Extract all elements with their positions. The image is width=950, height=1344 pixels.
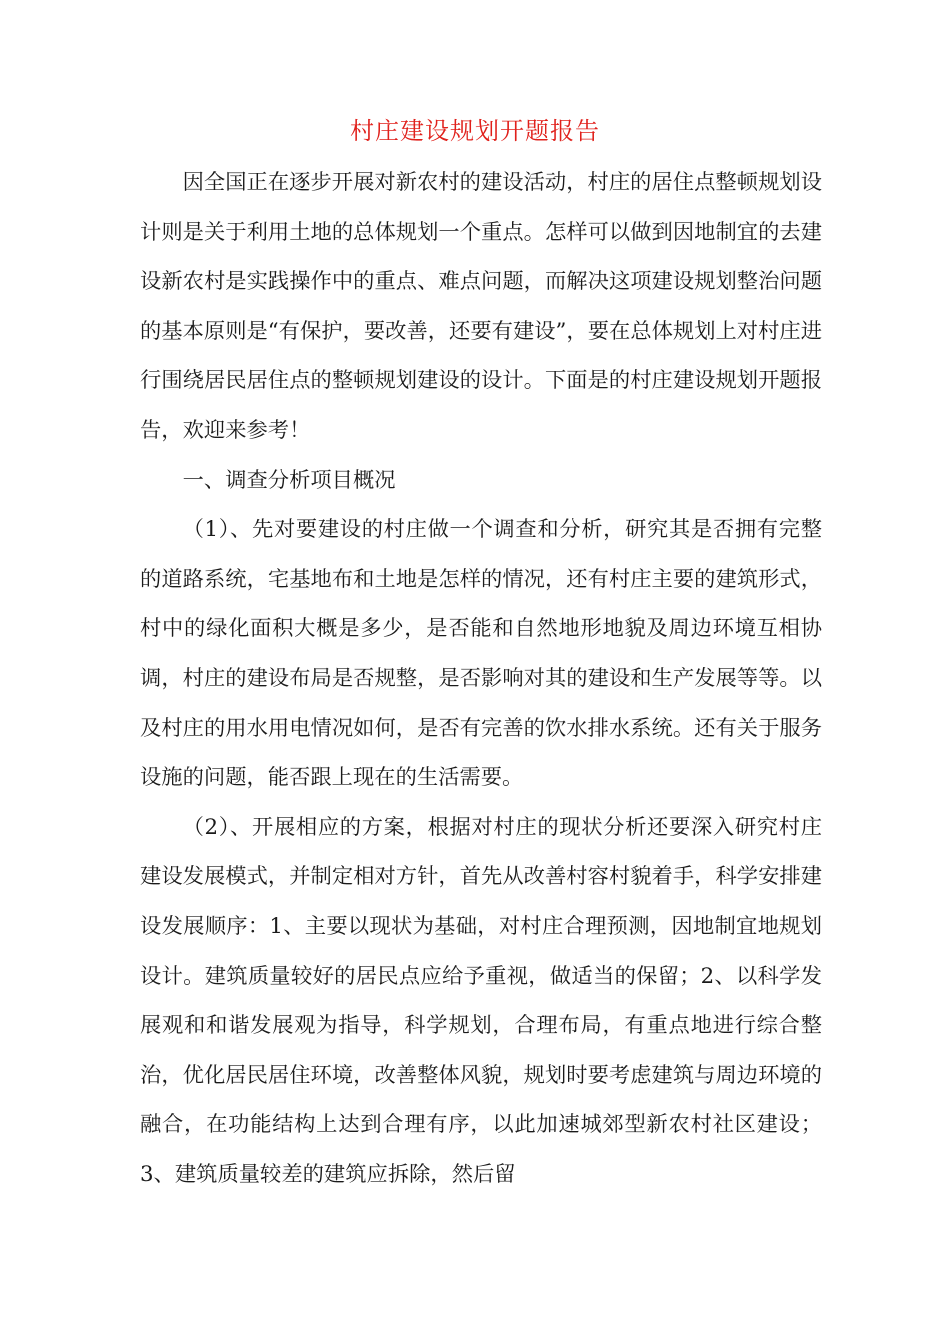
paragraph-plan: （2）、开展相应的方案，根据对村庄的现状分析还要深入研究村庄建设发展模式，并制定相对方针，首先从改善村容村貌着手，科学安排建设发展顺序：1、主要以现状为基础，对村庄合理预测，因地制宜地规划设计。建筑质量较好的居民点应给予重视，做适当的保留；2、以科学发展观和和谐发展观为指导，科学规划，合理布局，有重点地进行综合整治，优化居民居住环境，改善整体风貌，规划时要考虑建筑与周边环境的融合，在功能结构上达到合理有序，以此加速城郊型新农村社区建设；3、建筑质量较差的建筑应拆除，然后留 <box>140 814 822 1187</box>
section-heading: 一、调查分析项目概况 <box>182 467 396 493</box>
paragraph-survey: （1）、先对要建设的村庄做一个调查和分析，研究其是否拥有完整的道路系统，宅基地布和土地是怎样的情况，还有村庄主要的建筑形式，村中的绿化面积大概是多少，是否能和自然地形地貌及周边环境互相协调，村庄的建设布局是否规整，是否影响对其的建设和生产发展等等。以及村庄的用水用电情况如何，是否有完善的饮水排水系统。还有关于服务设施的问题，能否跟上现在的生活需要。 <box>140 517 822 791</box>
document-title: 村庄建设规划开题报告 <box>350 117 600 145</box>
document-body <box>140 158 822 1199</box>
paragraph-intro: 因全国正在逐步开展对新农村的建设活动，村庄的居住点整顿规划设计则是关于利用土地的总体规划一个重点。怎样可以做到因地制宜的去建设新农村是实践操作中的重点、难点问题，而解决这项建设规划整治问题的基本原则是“有保护，要改善，还要有建设”，要在总体规划上对村庄进行围绕居民居住点的整顿规划建设的设计。下面是的村庄建设规划开题报告，欢迎来参考！ <box>140 170 822 443</box>
